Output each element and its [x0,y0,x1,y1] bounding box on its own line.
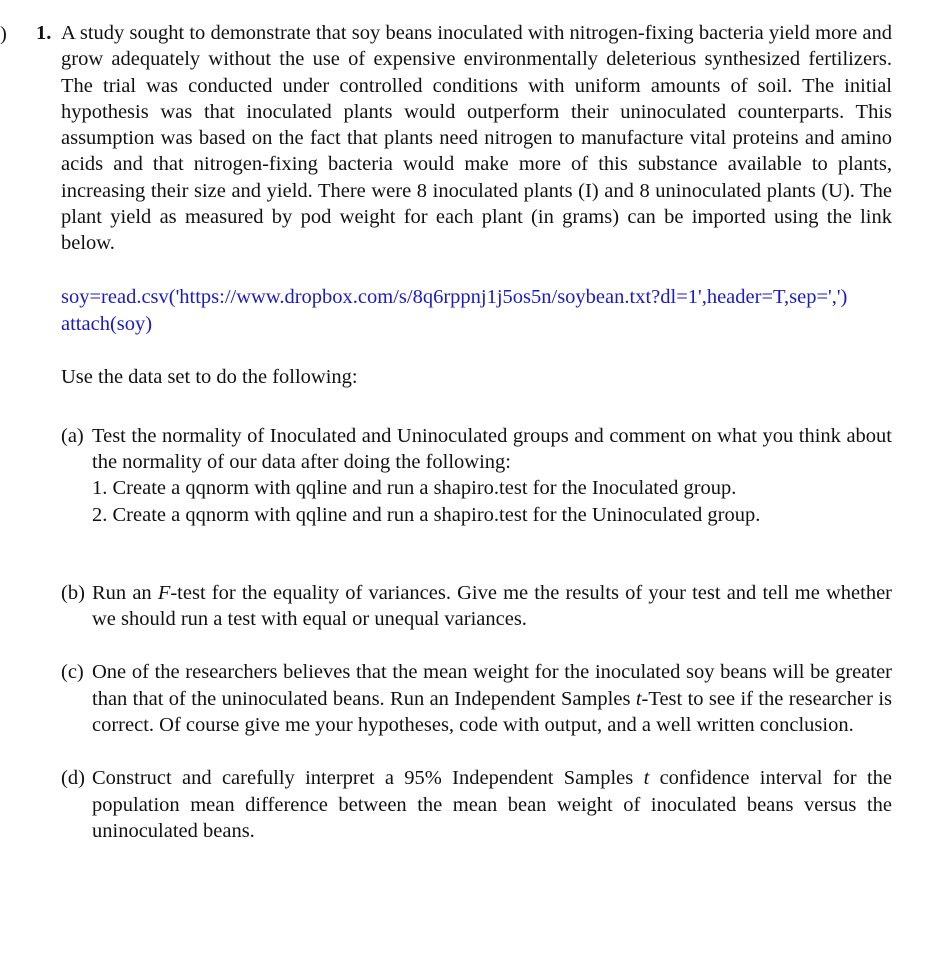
part-b-label: (b) [61,581,85,604]
instructions-intro: Use the data set to do the following: [61,365,358,388]
part-c-label: (c) [61,661,84,684]
part-b-text-after: -test for the equality of variances. Give me the results of your test and tell me whether we should run a test with equal or unequal variances. [92,581,893,631]
part-c-text-before: One of the researchers believes that the mean weight for the inoculated soy beans will be greater than that of the uninoculated beans. Run an Independent Samples [92,661,892,710]
problem-number: 1. [36,22,52,44]
part-d-text-before: Construct and carefully interpret a 95% Independent Samples [92,767,644,790]
part-d [61,765,892,844]
problem-text: A study sought to demonstrate that soy beans inoculated with nitrogen-fixing bacteria yield more and grow adequately without the use of expensive environmentally deleterious synthesized fertilizers. The trial was conducted under controlled conditions with uniform amounts of soil. The initial hypothesis was that inoculated plants would outperform their uninoculated counterparts. This assumption was based on the fact that plants need nitrogen to manufacture vital proteins and amino acids and that nitrogen-fixing bacteria would make more of this substance available to plants, increasing their size and yield. There were 8 inoculated plants (I) and 8 uninoculated plants (U). The plant yield as measured by pod weight for each plant (in grams) can be imported using the link below. [61,22,892,255]
part-b-text-before: Run an [92,581,158,604]
problem-document [36,20,892,844]
code-line-attach: attach(soy) [61,312,153,335]
part-a-step-1: 1. Create a qqnorm with qqline and run a shapiro.test for the Inoculated group. [92,477,737,500]
problem-statement [36,20,892,257]
part-c [61,659,892,738]
part-a-label: (a) [61,424,84,447]
part-a [61,423,892,528]
part-a-text: Test the normality of Inoculated and Uninoculated groups and comment on what you think about the normality of our data after doing the following: [92,424,892,473]
code-line-read-csv: soy=read.csv('https://www.dropbox.com/s/8q6rppnj1j5os5n/soybean.txt?dl=1',header=T,sep=',') [61,285,848,308]
part-b-var-f: F [157,581,171,604]
part-a-step-2: 2. Create a qqnorm with qqline and run a shapiro.test for the Uninoculated group. [92,503,761,526]
part-d-text-after: confidence interval for the population mean difference between the mean bean weight of inoculated beans versus the uninoculated beans. [92,767,892,842]
part-c-text-after: -Test to see if the researcher is correct. Of course give me your hypotheses, code with output, and a well written conclusion. [92,687,892,737]
part-c-var-t: t [635,687,642,710]
code-block [61,284,892,338]
part-a-steps [92,475,892,528]
part-d-label: (d) [61,767,85,790]
part-d-var-t: t [643,767,650,790]
edge-paren-mark: ) [0,23,7,45]
part-b [61,580,892,633]
